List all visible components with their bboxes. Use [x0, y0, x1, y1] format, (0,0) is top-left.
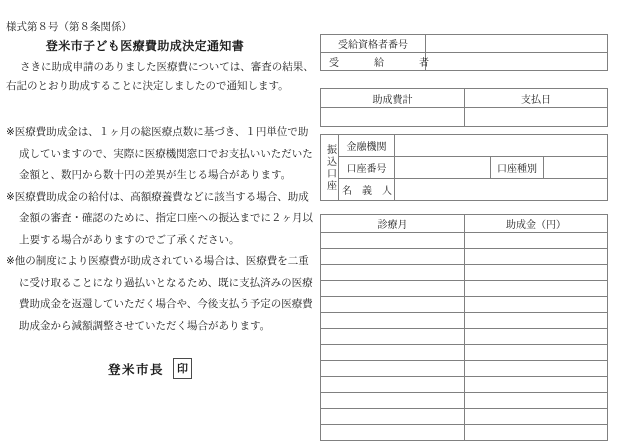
table-row: [321, 329, 608, 345]
note-paragraph: [6, 122, 313, 187]
table-row: [321, 179, 608, 201]
treatment-month-cell[interactable]: [321, 297, 465, 313]
table-row: [321, 135, 608, 157]
treatment-month-cell[interactable]: [321, 377, 465, 393]
table-row: [321, 425, 608, 441]
page-title: 登米市子ども医療費助成決定通知書: [45, 39, 245, 53]
table-row: [321, 377, 608, 393]
payment-date-header: 支払日: [465, 89, 608, 108]
table-row: [321, 313, 608, 329]
note-line: ※医療費助成金は、１ヶ月の総医療点数に基づき、１円単位で助: [6, 126, 309, 138]
bank-institution-label: 金融機関: [339, 135, 395, 157]
subsidy-amount-cell[interactable]: [465, 265, 608, 281]
note-line: 上要する場合がありますのでご了承ください。: [19, 233, 240, 246]
treatment-month-cell[interactable]: [321, 249, 465, 265]
account-type-label: 口座種別: [491, 157, 544, 179]
treatment-month-cell[interactable]: [321, 425, 465, 441]
table-row: [321, 361, 608, 377]
intro-line: 右記のとおり助成することに決定しましたので通知します。: [6, 80, 289, 92]
treatment-month-cell[interactable]: [321, 361, 465, 377]
subsidy-amount-cell[interactable]: [465, 345, 608, 361]
subsidy-amount-cell[interactable]: [465, 297, 608, 313]
table-row: [321, 249, 608, 265]
note-line: ※医療費助成金の給付は、高額療養費などに該当する場合、助成: [6, 190, 309, 203]
subsidy-amount-cell[interactable]: [465, 377, 608, 393]
note-line: 費助成金を返還していただく場合や、今後支払う予定の医療費: [19, 298, 313, 310]
treatment-month-cell[interactable]: [321, 329, 465, 345]
recipient-number-value[interactable]: [426, 35, 608, 53]
table-row: [321, 345, 608, 361]
subsidy-amount-cell[interactable]: [465, 425, 608, 441]
treatment-month-cell[interactable]: [321, 265, 465, 281]
intro-paragraph: [6, 58, 314, 96]
bank-account-side-label: 振込口座: [321, 135, 339, 201]
bank-institution-value[interactable]: [395, 135, 608, 157]
note-line: 金額の審査・確認のために、指定口座への振込までに２ヶ月以: [19, 212, 313, 224]
treatment-month-cell[interactable]: [321, 313, 465, 329]
recipient-name-value[interactable]: [426, 53, 608, 71]
account-holder-label: 名 義 人: [339, 179, 395, 201]
table-row: [321, 233, 608, 249]
table-row: [321, 265, 608, 281]
table-row: [321, 297, 608, 313]
note-line: ※他の制度により医療費が助成されている場合は、医療費を二重: [6, 255, 309, 267]
treatment-month-cell[interactable]: [321, 281, 465, 297]
subsidy-total-header: 助成費計: [321, 89, 465, 108]
treatment-month-cell[interactable]: [321, 345, 465, 361]
treatment-month-cell[interactable]: [321, 409, 465, 425]
account-holder-value[interactable]: [395, 179, 608, 201]
table-row: [321, 108, 608, 127]
table-row: [321, 409, 608, 425]
table-header-row: [321, 89, 608, 108]
subsidy-amount-cell[interactable]: [465, 281, 608, 297]
note-line: 助成金から減額調整させていただく場合があります。: [19, 319, 271, 332]
table-row: [321, 281, 608, 297]
treatment-month-header: 診療月: [321, 215, 465, 233]
subsidy-amount-cell[interactable]: [465, 329, 608, 345]
note-line: に受け取ることになり過払いとなるため、既に支払済みの医療: [19, 276, 313, 289]
recipient-number-label: 受給資格者番号: [321, 35, 426, 53]
note-line: 成していますので、実際に医療機関窓口でお支払いいただいた: [19, 147, 313, 160]
issuer-name: 登米市長: [107, 361, 164, 377]
table-row: [321, 157, 608, 179]
account-number-label: 口座番号: [339, 157, 395, 179]
subsidy-amount-cell[interactable]: [465, 361, 608, 377]
left-text-column: [0, 0, 314, 439]
intro-line: さきに助成申請のありました医療費については、審査の結果、: [20, 61, 314, 73]
table-header-row: [321, 215, 608, 233]
note-line: 金額と、数円から数十円の差異が生じる場合があります。: [19, 169, 292, 181]
treatment-month-cell[interactable]: [321, 393, 465, 409]
subsidy-amount-cell[interactable]: [465, 249, 608, 265]
signature-block: [0, 358, 300, 379]
table-row: [321, 53, 608, 71]
bank-account-table: [320, 134, 608, 201]
recipient-name-label: 受 給 者: [321, 53, 426, 71]
table-row: [321, 35, 608, 53]
treatment-month-cell[interactable]: [321, 233, 465, 249]
subsidy-total-table: [320, 88, 608, 127]
payment-date-value[interactable]: [465, 108, 608, 127]
table-row: [321, 393, 608, 409]
subsidy-amount-cell[interactable]: [465, 313, 608, 329]
notes-block: [6, 122, 313, 337]
seal-stamp-box: 印: [173, 358, 192, 379]
account-type-value[interactable]: [544, 157, 608, 179]
note-paragraph: [6, 187, 313, 252]
subsidy-amount-header: 助成金（円）: [465, 215, 608, 233]
subsidy-amount-cell[interactable]: [465, 393, 608, 409]
note-paragraph: [6, 251, 313, 337]
monthly-subsidy-table: [320, 214, 608, 441]
subsidy-amount-cell[interactable]: [465, 233, 608, 249]
recipient-table: [320, 34, 608, 71]
subsidy-amount-cell[interactable]: [465, 409, 608, 425]
account-number-value[interactable]: [395, 157, 491, 179]
subsidy-total-value[interactable]: [321, 108, 465, 127]
form-code-label: 様式第８号（第８条関係）: [6, 21, 132, 33]
